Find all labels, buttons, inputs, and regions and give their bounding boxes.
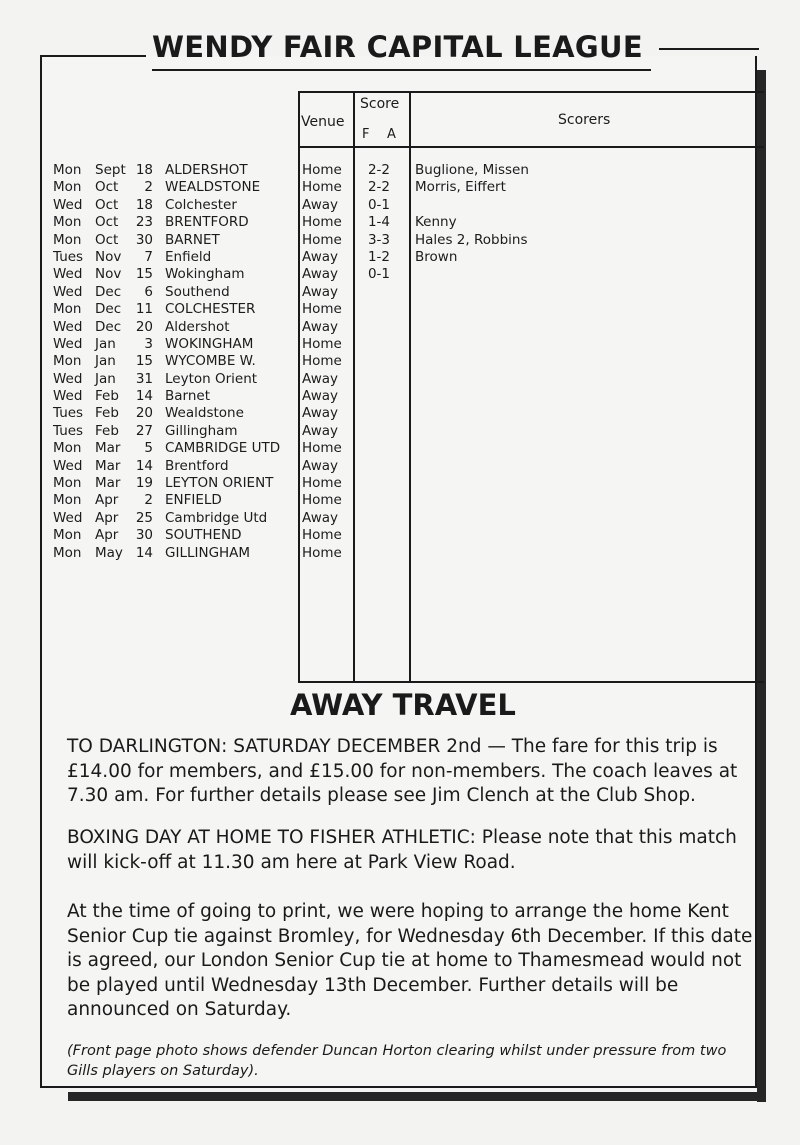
fixture-venue: Away	[302, 370, 338, 387]
fixture-opponent: Enfield	[165, 248, 212, 265]
fixture-date: 2	[144, 492, 153, 509]
fixture-opponent: ENFIELD	[165, 492, 222, 509]
venue-header: Venue	[301, 114, 345, 130]
fixture-date: 30	[135, 527, 153, 544]
fixture-day: Mon	[53, 440, 82, 457]
fixture-month: Dec	[95, 283, 122, 300]
frame-top-rule-right	[659, 48, 759, 50]
fixture-date: 11	[135, 301, 153, 318]
fixture-opponent: Gillingham	[165, 422, 238, 439]
fixture-date: 15	[135, 266, 153, 283]
fixture-date: 31	[135, 370, 153, 387]
fixture-date: 14	[135, 457, 153, 474]
venue-column	[302, 162, 342, 562]
fixture-date: 18	[135, 196, 153, 213]
fixture-venue: Away	[302, 266, 338, 283]
fixture-month: Dec	[95, 318, 122, 335]
fixture-month: Apr	[95, 527, 119, 544]
fixture-venue: Home	[302, 440, 342, 457]
fixture-scorers	[415, 266, 529, 283]
fixture-scorers	[415, 388, 529, 405]
fixture-day: Wed	[53, 509, 83, 526]
fixture-scorers	[415, 353, 529, 370]
photo-caption-note: (Front page photo shows defender Duncan Horton clearing whilst under pressure from two Gills players on Saturday).	[67, 1043, 727, 1079]
fixture-score	[357, 301, 401, 318]
fixture-month: Jan	[95, 335, 116, 352]
fixture-month: Mar	[95, 440, 121, 457]
fixture-venue: Home	[302, 475, 342, 492]
fixture-opponent: BRENTFORD	[165, 214, 249, 231]
fixture-venue: Away	[302, 196, 338, 213]
fixture-day: Mon	[53, 231, 82, 248]
fixture-score: 1-4	[367, 214, 391, 231]
fixture-day: Mon	[53, 492, 82, 509]
fixture-month: Apr	[95, 492, 119, 509]
fixture-opponent: Wokingham	[165, 266, 245, 283]
darlington-paragraph: TO DARLINGTON: SATURDAY DECEMBER 2nd — The fare for this trip is £14.00 for members, and £15.00 for non-members. The coach leaves at 7.30 am. For further details please see Jim Clench at the Club Shop.	[67, 736, 738, 806]
table-border-top	[298, 91, 764, 93]
fixture-score	[357, 458, 401, 475]
fixture-scorers	[415, 197, 529, 214]
fixture-day: Wed	[53, 318, 83, 335]
fixture-month: Oct	[95, 196, 119, 213]
fixture-month: May	[95, 544, 123, 561]
fixture-score	[357, 388, 401, 405]
fixture-scorers	[415, 545, 529, 562]
fixture-month: Sept	[95, 162, 126, 178]
fixture-venue: Home	[302, 335, 342, 352]
table-header-rule	[298, 146, 764, 148]
fixture-day: Wed	[53, 370, 83, 387]
fixture-date: 6	[144, 283, 153, 300]
fixture-month: Oct	[95, 214, 119, 231]
fixture-opponent: Aldershot	[165, 318, 230, 335]
fixture-venue: Home	[302, 353, 342, 370]
fixture-date: 15	[135, 353, 153, 370]
fixture-month: Oct	[95, 179, 119, 196]
fixture-scorers	[415, 319, 529, 336]
fixture-opponent: Cambridge Utd	[165, 509, 268, 526]
fixture-scorers	[415, 475, 529, 492]
fixture-day: Tues	[53, 405, 84, 422]
fixture-opponent: CAMBRIDGE UTD	[165, 440, 281, 457]
fixture-opponent: Brentford	[165, 457, 229, 474]
table-border-score-scorers	[409, 91, 411, 683]
fixture-day: Mon	[53, 214, 82, 231]
fixture-score	[357, 545, 401, 562]
fixture-opponent: WOKINGHAM	[165, 335, 254, 352]
fixture-month: Jan	[95, 370, 116, 387]
fixture-scorers	[415, 301, 529, 318]
fixture-score	[357, 353, 401, 370]
fixture-opponent: BARNET	[165, 231, 220, 248]
fixture-date: 20	[135, 318, 153, 335]
table-border-left	[298, 91, 300, 683]
fixture-scorers	[415, 336, 529, 353]
away-travel-heading: AWAY TRAVEL	[290, 688, 516, 722]
fixture-day: Mon	[53, 544, 82, 561]
fixture-score: 0-1	[367, 196, 391, 213]
fixture-day: Tues	[53, 248, 84, 265]
fixture-scorers: Buglione, Missen	[415, 162, 529, 178]
fixture-score	[357, 371, 401, 388]
score-column	[357, 162, 401, 562]
fixture-venue: Home	[302, 544, 342, 561]
fixture-date: 5	[144, 440, 153, 457]
fixture-scorers	[415, 440, 529, 457]
fixture-day: Wed	[53, 457, 83, 474]
fixture-date: 18	[135, 162, 153, 178]
fixture-date: 7	[144, 248, 153, 265]
fixture-date: 27	[135, 422, 153, 439]
fixture-month: Feb	[95, 405, 119, 422]
fixture-scorers	[415, 423, 529, 440]
fixture-month: Mar	[95, 457, 121, 474]
fixture-venue: Home	[302, 214, 342, 231]
page-shadow-bottom	[68, 1092, 766, 1101]
fixture-date: 3	[144, 335, 153, 352]
fixture-scorers	[415, 527, 529, 544]
fixture-opponent: LEYTON ORIENT	[165, 475, 274, 492]
fixture-scorers	[415, 492, 529, 509]
fixture-day: Wed	[53, 388, 83, 405]
page-title: WENDY FAIR CAPITAL LEAGUE	[152, 30, 643, 64]
fixture-scorers	[415, 371, 529, 388]
fixture-day: Tues	[53, 422, 84, 439]
fixture-scorers: Kenny	[415, 214, 457, 231]
fixture-scorers	[415, 458, 529, 475]
fixture-opponent: Wealdstone	[165, 405, 244, 422]
fixture-score	[357, 510, 401, 527]
fixture-score: 3-3	[367, 231, 391, 248]
fixture-date: 14	[135, 388, 153, 405]
fixture-scorers	[415, 405, 529, 422]
fixture-venue: Away	[302, 422, 338, 439]
fixture-month: Apr	[95, 509, 119, 526]
for-header: F	[362, 127, 370, 142]
fixture-venue: Away	[302, 457, 338, 474]
fixture-day: Mon	[53, 527, 82, 544]
fixture-score	[357, 405, 401, 422]
fixture-score: 2-2	[367, 162, 391, 178]
cup-tie-paragraph: At the time of going to print, we were hoping to arrange the home Kent Senior Cup tie against Bromley, for Wednesday 6th December. If this date is agreed, our London Senior Cup tie at home to Thamesmead would not be played until Wednesday 13th December. Further details will be announced on Saturday.	[67, 901, 753, 1020]
fixture-opponent: Barnet	[165, 388, 211, 405]
fixture-venue: Home	[302, 179, 342, 196]
fixture-score	[357, 319, 401, 336]
fixture-day: Mon	[53, 179, 82, 196]
fixture-score: 0-1	[367, 266, 391, 283]
fixture-month: Nov	[95, 266, 122, 283]
fixture-opponent: WEALDSTONE	[165, 179, 261, 196]
fixture-day: Mon	[53, 475, 82, 492]
fixture-venue: Away	[302, 318, 338, 335]
fixture-venue: Away	[302, 388, 338, 405]
title-underline	[152, 69, 651, 71]
fixture-date: 14	[135, 544, 153, 561]
fixture-day: Wed	[53, 266, 83, 283]
fixture-venue: Home	[302, 301, 342, 318]
fixture-opponent: COLCHESTER	[165, 301, 256, 318]
fixture-venue: Home	[302, 162, 342, 178]
fixture-opponent: Leyton Orient	[165, 370, 258, 387]
fixture-date: 25	[135, 509, 153, 526]
fixture-score	[357, 336, 401, 353]
fixture-opponent: SOUTHEND	[165, 527, 242, 544]
score-header: Score	[360, 96, 400, 112]
boxing-day-paragraph: BOXING DAY AT HOME TO FISHER ATHLETIC: Please note that this match will kick-off at 11.30 am here at Park View Road.	[67, 827, 737, 873]
scorers-header: Scorers	[558, 112, 611, 128]
fixture-day: Mon	[53, 353, 82, 370]
fixture-opponent: Colchester	[165, 196, 237, 213]
fixture-month: Oct	[95, 231, 119, 248]
fixture-score: 2-2	[367, 179, 391, 196]
fixture-date: 19	[135, 475, 153, 492]
fixture-scorers	[415, 510, 529, 527]
fixture-month: Mar	[95, 475, 121, 492]
fixture-scorers	[415, 284, 529, 301]
fixture-day: Wed	[53, 283, 83, 300]
scorers-column	[415, 162, 529, 562]
fixture-venue: Away	[302, 405, 338, 422]
fixture-month: Nov	[95, 248, 122, 265]
fixture-score	[357, 423, 401, 440]
fixture-venue: Away	[302, 248, 338, 265]
fixture-venue: Home	[302, 527, 342, 544]
fixture-score	[357, 475, 401, 492]
table-border-venue-score	[353, 91, 355, 683]
fixture-opponent: WYCOMBE W.	[165, 353, 256, 370]
fixture-venue: Home	[302, 231, 342, 248]
fixture-scorers: Hales 2, Robbins	[415, 231, 528, 248]
fixture-score	[357, 527, 401, 544]
fixture-day: Mon	[53, 162, 82, 178]
fixture-month: Dec	[95, 301, 122, 318]
fixture-day: Wed	[53, 196, 83, 213]
fixture-venue: Away	[302, 509, 338, 526]
fixture-day: Wed	[53, 335, 83, 352]
fixture-score	[357, 440, 401, 457]
fixture-month: Jan	[95, 353, 116, 370]
fixture-opponent: Southend	[165, 283, 230, 300]
fixture-score	[357, 492, 401, 509]
fixture-date: 2	[144, 179, 153, 196]
frame-top-rule-left	[40, 55, 146, 57]
fixture-score	[357, 284, 401, 301]
fixture-date: 23	[135, 214, 153, 231]
fixture-date: 30	[135, 231, 153, 248]
fixture-scorers: Morris, Eiffert	[415, 179, 506, 196]
fixture-venue: Away	[302, 283, 338, 300]
fixture-date: 20	[135, 405, 153, 422]
fixture-opponent: ALDERSHOT	[165, 162, 248, 178]
fixture-day: Mon	[53, 301, 82, 318]
fixture-month: Feb	[95, 388, 119, 405]
table-border-bottom	[298, 681, 764, 683]
fixture-opponent: GILLINGHAM	[165, 544, 251, 561]
against-header: A	[387, 127, 396, 142]
fixture-month: Feb	[95, 422, 119, 439]
fixture-score: 1-2	[367, 248, 391, 265]
fixture-venue: Home	[302, 492, 342, 509]
fixture-scorers: Brown	[415, 248, 458, 265]
